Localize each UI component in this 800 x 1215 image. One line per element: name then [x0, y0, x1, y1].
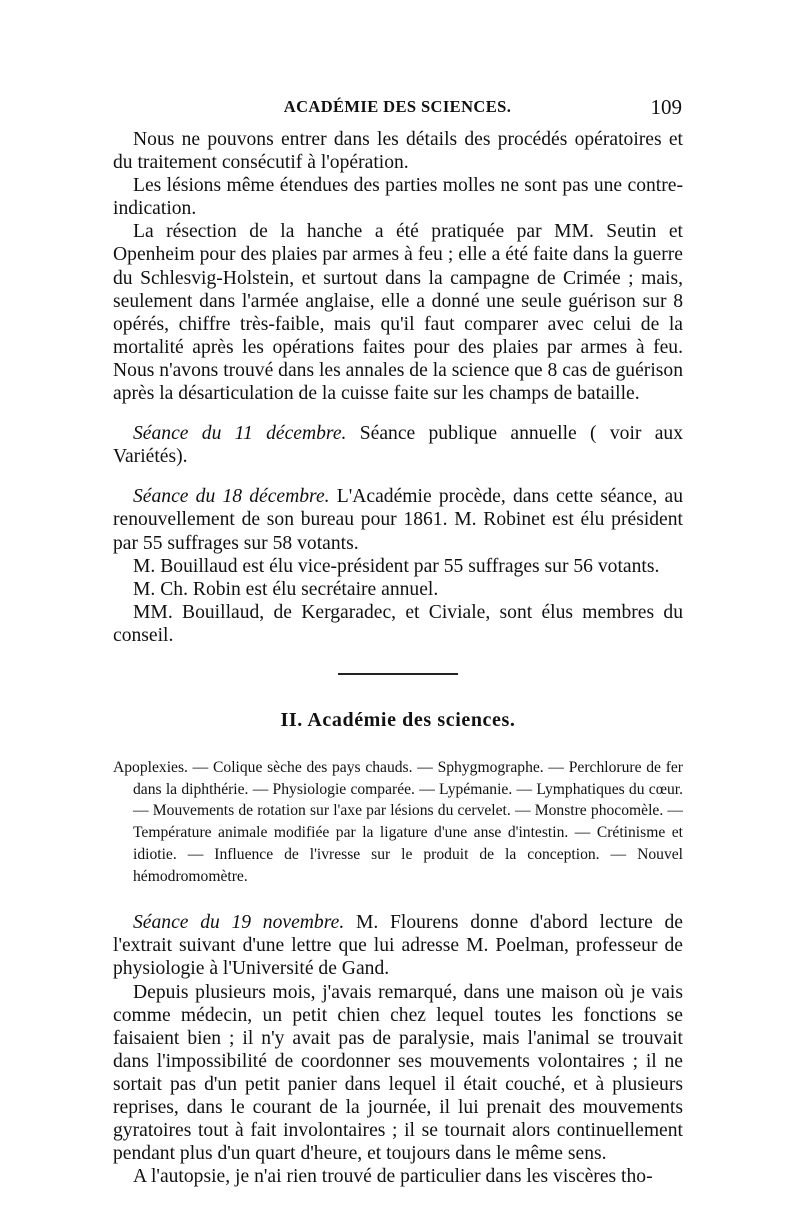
paragraph-seance-19-novembre	[113, 911, 683, 980]
page-number: 109	[650, 95, 682, 119]
section-summary-wrap	[113, 757, 683, 887]
seance-date: Séance du 11 décembre.	[133, 423, 347, 445]
seance-text: Séance publique annuelle ( voir aux Variétés).	[113, 423, 683, 468]
paragraph: Depuis plusieurs mois, j'avais remarqué, dans une maison où je vais comme médecin, un petit chien chez lequel toutes les fonctions se faisaient bien ; il n'y avait pas de paralysie, mais l'animal se trouvait dans l'impossibilité de coordonner ses mouvements volontaires ; il ne sortait pas d'un petit panier dans lequel il était couché, et à plusieurs reprises, dans le courant de la journée, il lui prenait des mouvements gyratoires tout à fait involontaires ; il se tournait alors continuellement pendant plus d'un quart d'heure, et toujours dans le même sens.	[113, 981, 683, 1165]
running-head	[113, 97, 682, 127]
paragraph: A l'autopsie, je n'ai rien trouvé de particulier dans les viscères tho-	[133, 1166, 653, 1188]
paragraph: Nous ne pouvons entrer dans les détails des procédés opératoires et du traitement consécutif à l'opération.	[113, 129, 683, 174]
section-divider	[338, 673, 458, 675]
seance-text: L'Académie procède, dans cette séance, au renouvellement de son bureau pour 1861. M. Robinet est élu président par 55 suffrages sur 58 votants.	[113, 486, 683, 554]
body-text	[113, 128, 683, 1188]
paragraph-seance-18-decembre	[113, 485, 683, 554]
paragraph: M. Ch. Robin est élu secrétaire annuel.	[133, 578, 439, 600]
seance-text: M. Flourens donne d'abord lecture de l'extrait suivant d'une lettre que lui adresse M. Poelman, professeur de physiologie à l'Université de Gand.	[113, 912, 684, 980]
section-heading: II. Académie des sciences.	[280, 708, 516, 731]
paragraph: La résection de la hanche a été pratiquée par MM. Seutin et Openheim pour des plaies par armes à feu ; elle a été faite dans la guerre du Schlesvig-Holstein, et surtout dans la campagne de Crimée ; mais, seulement dans l'armée anglaise, elle a donné une seule guérison sur 8 opérés, chiffre très-faible, mais qu'il faut comparer avec celui de la mortalité après les opérations faites pour des plaies par armes à feu. Nous n'avons trouvé dans les annales de la science que 8 cas de guérison après la désarticulation de la cuisse faite sur les champs de bataille.	[113, 221, 683, 405]
paragraph: M. Bouillaud est élu vice-président par 55 suffrages sur 56 votants.	[133, 555, 660, 577]
seance-date: Séance du 18 décembre.	[133, 486, 330, 508]
paragraph: Les lésions même étendues des parties molles ne sont pas une contre-indication.	[113, 175, 683, 220]
paragraph: MM. Bouillaud, de Kergaradec, et Civiale, sont élus membres du conseil.	[113, 601, 683, 646]
section-summary: Apoplexies. — Colique sèche des pays chauds. — Sphygmographe. — Perchlorure de fer dans la diphthérie. — Physiologie comparée. — Lypémanie. — Lymphatiques du cœur. — Mouvements de rotation sur l'axe par lésions du cervelet. — Monstre phocomèle. — Température animale modifiée par la ligature d'une anse d'intestin. — Crétinisme et idiotie. — Influence de l'ivresse sur le produit de la conception. — Nouvel hémodromomètre.	[113, 759, 683, 885]
paragraph-seance-11-decembre	[113, 422, 683, 468]
seance-date: Séance du 19 novembre.	[133, 912, 345, 934]
running-title: ACADÉMIE DES SCIENCES.	[283, 97, 512, 116]
